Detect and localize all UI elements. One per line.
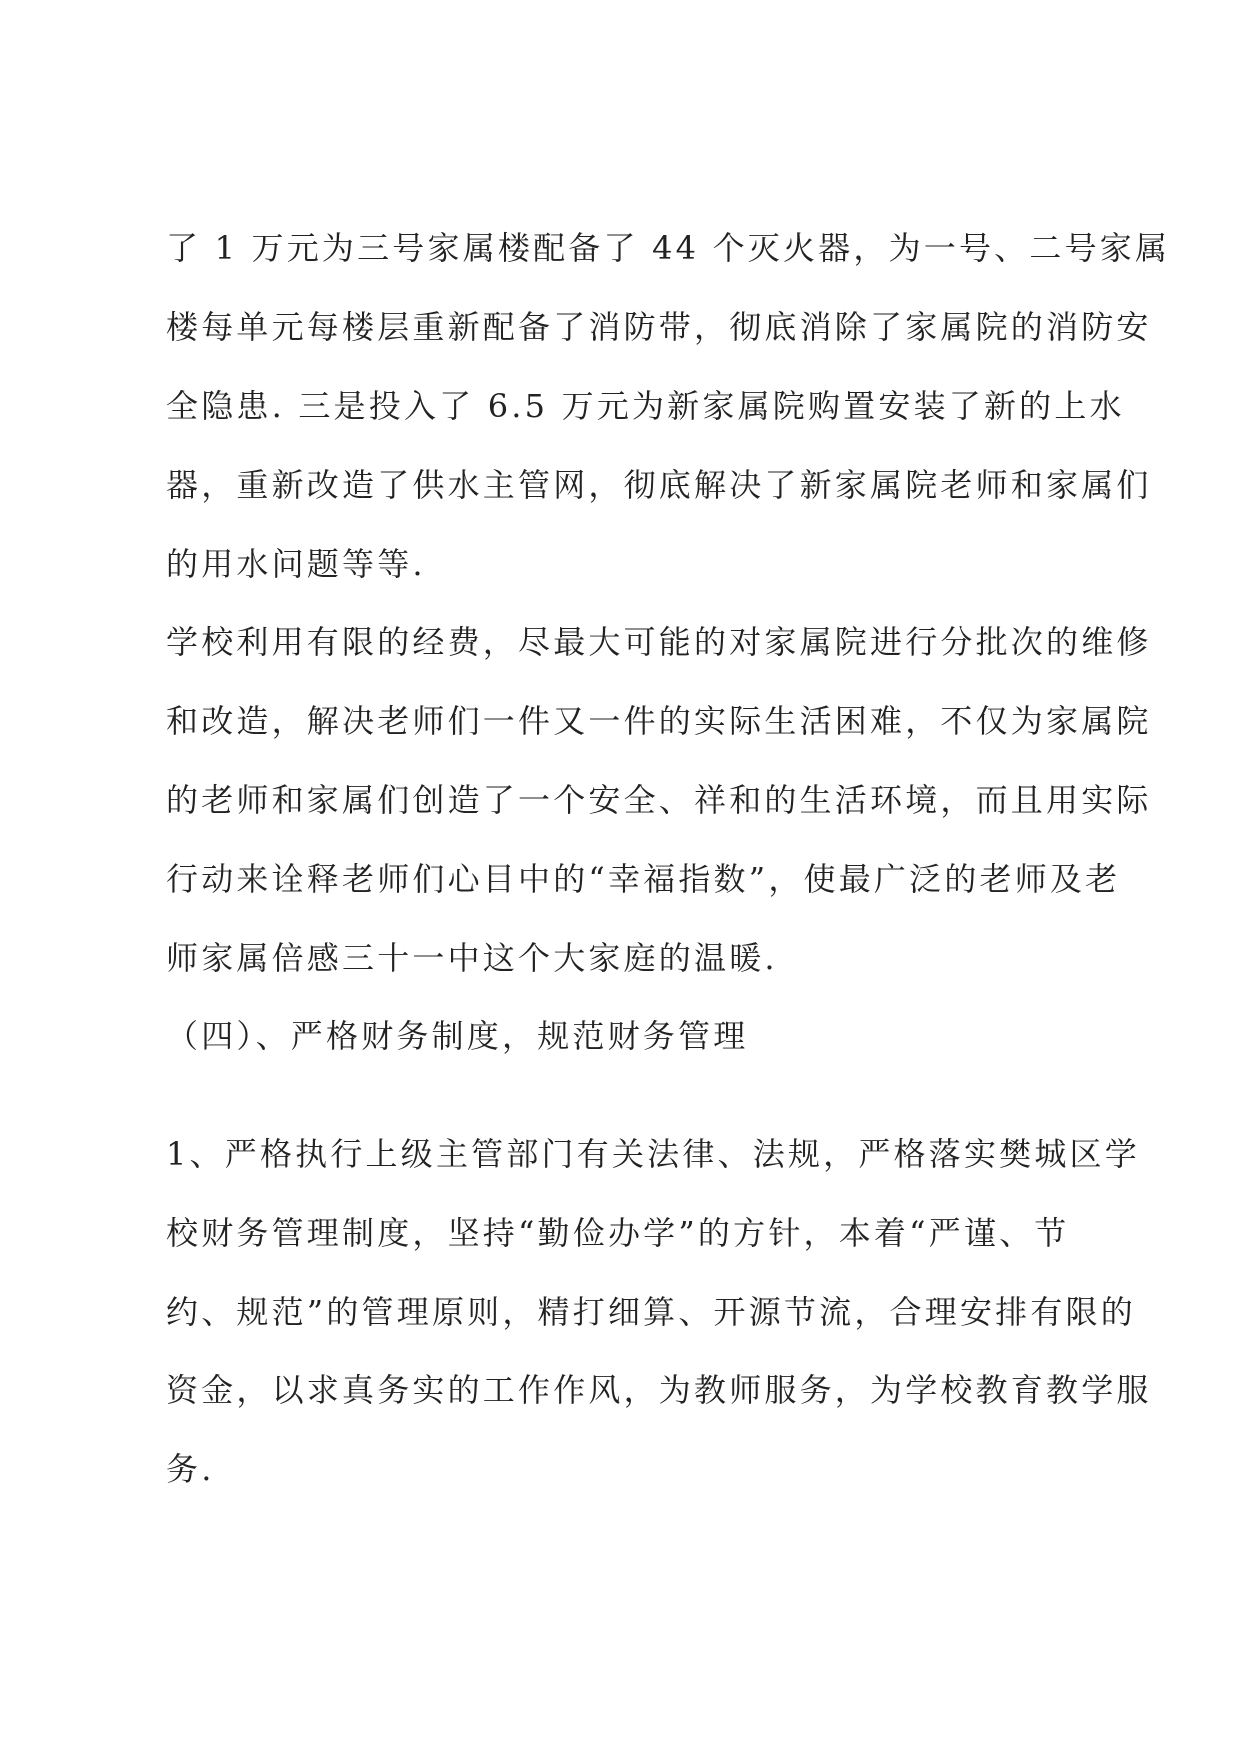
text-line: 行动来诠释老师们心目中的“幸福指数”，使最广泛的老师及老: [166, 860, 1121, 898]
text-line: 校财务管理制度，坚持“勤俭办学”的方针，本着“严谨、节: [166, 1214, 1070, 1252]
text-line: 务.: [166, 1450, 215, 1488]
text-line: 的用水问题等等.: [166, 545, 426, 583]
text-line: 的老师和家属们创造了一个安全、祥和的生活环境，而且用实际: [166, 781, 1152, 819]
text-line: 全隐患. 三是投入了 6.5 万元为新家属院购置安装了新的上水: [166, 387, 1125, 425]
text-line: 了 1 万元为三号家属楼配备了 44 个灭火器，为一号、二号家属: [166, 229, 1171, 267]
text-line: 学校利用有限的经费，尽最大可能的对家属院进行分批次的维修: [166, 623, 1152, 661]
section-heading: （四）、严格财务制度，规范财务管理: [166, 1017, 749, 1055]
text-line: 1、严格执行上级主管部门有关法律、法规，严格落实樊城区学: [166, 1135, 1140, 1173]
text-line: 师家属倍感三十一中这个大家庭的温暖.: [166, 939, 778, 977]
text-line: 和改造，解决老师们一件又一件的实际生活困难，不仅为家属院: [166, 702, 1152, 740]
text-line: 楼每单元每楼层重新配备了消防带，彻底消除了家属院的消防安: [166, 308, 1152, 346]
text-line: 资金，以求真务实的工作作风，为教师服务，为学校教育教学服: [166, 1371, 1152, 1409]
text-line: 约、规范”的管理原则，精打细算、开源节流，合理安排有限的: [166, 1293, 1136, 1331]
text-line: 器，重新改造了供水主管网，彻底解决了新家属院老师和家属们: [166, 466, 1152, 504]
